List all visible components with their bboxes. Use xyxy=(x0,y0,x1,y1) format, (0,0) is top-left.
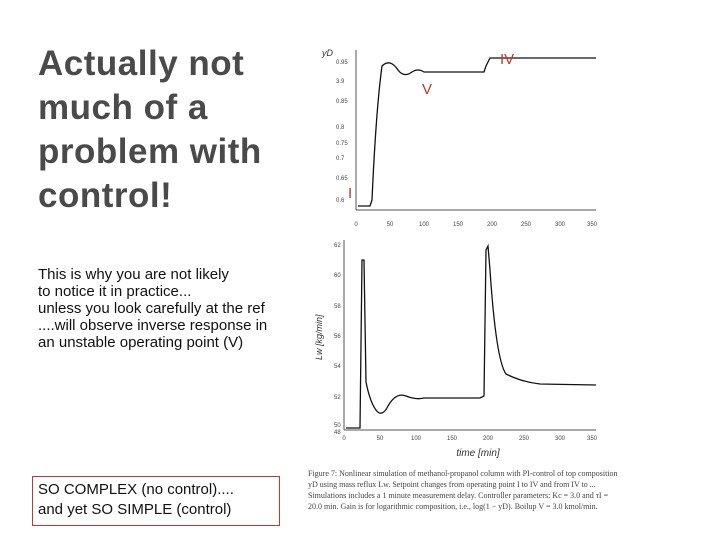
bottom-ytick: 58 xyxy=(334,304,341,310)
bottom-xtick: 300 xyxy=(554,436,566,442)
bottom-xtick: 100 xyxy=(410,436,422,442)
figure-caption: Figure 7: Nonlinear simulation of methanol-propanol column with PI-control of top composition yD using mass reflux Lw. Setpoint changes from operating point I to IV and from IV to ... Simulations includes a 1 minute measurement delay. Controller parameters: Kc = 3.0 and τI = 20.0 min. Gain is for logarithmic composition, i.e., log(1 − yD). Boilup V = 3.0 kmol/min. xyxy=(308,469,618,511)
simulation-figure xyxy=(300,30,620,540)
top-ylabel: yD xyxy=(322,48,333,58)
marker-i: I xyxy=(348,185,353,202)
bottom-xtick: 0 xyxy=(342,436,346,442)
title-line: problem with xyxy=(38,132,262,171)
top-response-curve xyxy=(358,58,596,206)
marker-iv: IV xyxy=(500,51,515,68)
top-ytick: 0.85 xyxy=(336,99,348,105)
bottom-response-curve xyxy=(346,246,596,428)
body-line: to notice it in practice... xyxy=(38,283,192,300)
body-line: unless you look carefully at the ref xyxy=(38,300,265,317)
top-xticks xyxy=(354,222,597,228)
title-line: control! xyxy=(38,176,173,215)
top-ytick: 0.65 xyxy=(336,176,348,182)
top-xtick: 250 xyxy=(520,222,532,228)
body-line: This is why you are not likely xyxy=(38,266,229,283)
top-xtick: 0 xyxy=(354,222,358,228)
top-xtick: 200 xyxy=(486,222,498,228)
top-ytick: 0.75 xyxy=(336,141,348,147)
bottom-ytick: 60 xyxy=(334,273,341,279)
bottom-xtick: 150 xyxy=(446,436,458,442)
bottom-ytick: 62 xyxy=(334,243,341,249)
bottom-xtick: 250 xyxy=(518,436,530,442)
bottom-xtick: 350 xyxy=(586,436,598,442)
simulation-plots xyxy=(300,30,620,470)
top-ytick: 0.95 xyxy=(336,60,348,66)
top-xtick: 300 xyxy=(554,222,566,228)
top-xtick: 100 xyxy=(418,222,430,228)
bottom-yticks xyxy=(334,243,341,436)
top-ytick: 0.7 xyxy=(336,156,345,162)
bottom-ytick: 56 xyxy=(334,334,341,340)
box-line: and yet SO SIMPLE (control) xyxy=(38,501,232,518)
title-line: Actually not xyxy=(38,44,245,83)
title-line: much of a xyxy=(38,88,208,127)
bottom-xtick: 50 xyxy=(376,436,384,442)
marker-v: V xyxy=(422,81,433,98)
top-ytick: 0.6 xyxy=(336,198,345,204)
bottom-ytick: 48 xyxy=(334,430,341,436)
bottom-ytick: 52 xyxy=(334,395,341,401)
box-line: SO COMPLEX (no control).... xyxy=(38,481,234,498)
top-xtick: 350 xyxy=(586,222,598,228)
body-line: ....will observe inverse response in xyxy=(38,317,268,334)
bottom-ytick: 54 xyxy=(334,364,341,370)
top-ytick: 3.9 xyxy=(336,79,345,85)
top-xtick: 50 xyxy=(386,222,394,228)
bottom-ylabel: Lw [kg/min] xyxy=(314,314,324,360)
top-yticks xyxy=(336,60,348,204)
bottom-xtick: 200 xyxy=(482,436,494,442)
bottom-ytick: 50 xyxy=(334,423,341,429)
bottom-xlabel: time [min] xyxy=(456,448,500,459)
slide-title xyxy=(38,42,308,218)
top-ytick: 0.8 xyxy=(336,125,345,131)
top-xtick: 150 xyxy=(452,222,464,228)
body-line: an unstable operating point (V) xyxy=(38,334,244,351)
conclusion-box xyxy=(32,476,280,526)
bottom-xticks xyxy=(342,436,597,442)
slide-body-text xyxy=(38,266,300,351)
